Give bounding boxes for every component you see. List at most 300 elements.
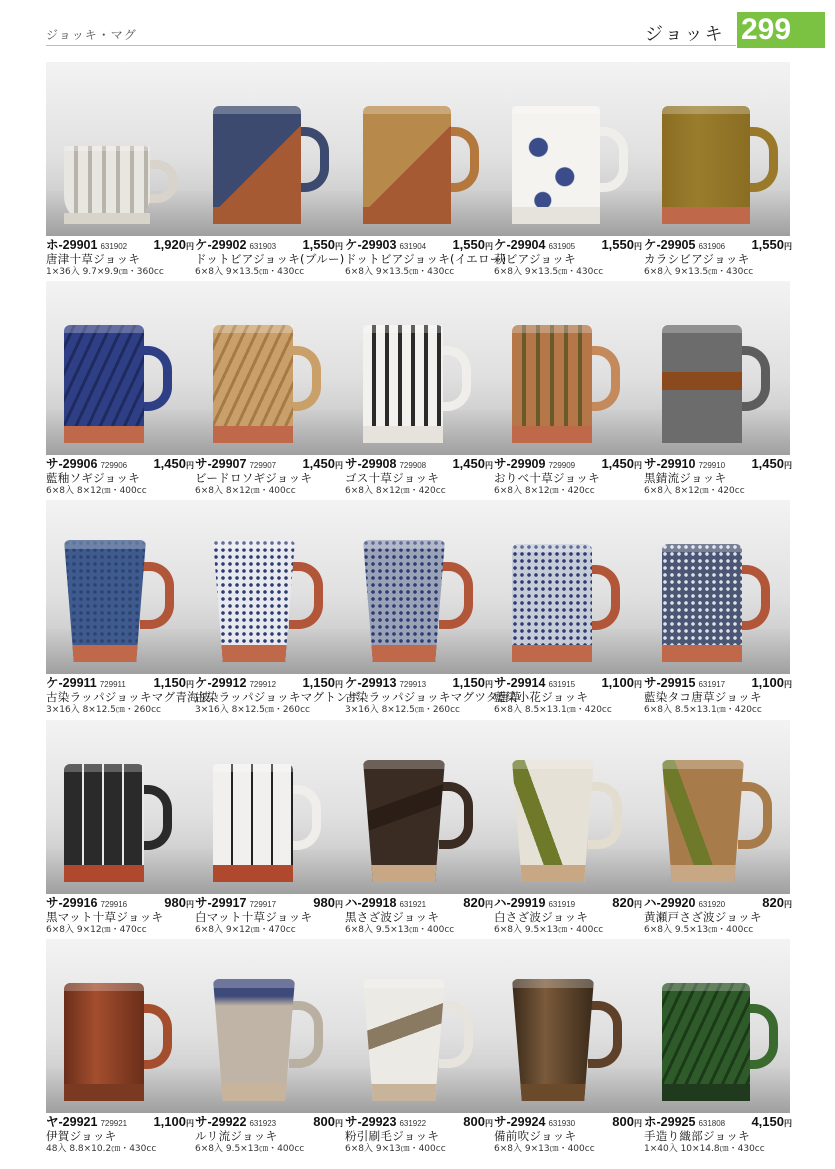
product-name: 唐津十草ジョッキ	[46, 252, 141, 266]
mug-illustration	[64, 540, 186, 662]
price-value: 1,550	[601, 237, 634, 252]
mug-handle	[289, 1001, 323, 1068]
product-spec: 6×8入 8×12㎝・400cc	[195, 486, 296, 496]
mug-illustration	[64, 146, 190, 224]
product-caption	[494, 237, 642, 278]
product-jan-code: 631920	[698, 900, 726, 909]
product-jan-code: 729917	[249, 900, 277, 909]
price-value: 1,450	[153, 456, 186, 471]
product-caption	[644, 237, 792, 278]
product-code-line	[46, 456, 194, 472]
price-value: 1,150	[452, 675, 485, 690]
page-number: 299	[741, 13, 792, 46]
price-yen-suffix: 円	[634, 461, 642, 470]
mug-illustration	[512, 979, 634, 1101]
mug-body	[662, 325, 742, 443]
product-jan-code: 631906	[698, 242, 726, 251]
product-code-line	[644, 237, 792, 253]
mug-body	[662, 983, 750, 1101]
product-code: ケ-29911	[46, 676, 97, 690]
product-code: サ-29922	[195, 1115, 247, 1129]
product-code-line	[345, 895, 493, 911]
mug-rim	[213, 106, 301, 114]
product-spec: 1×36入 9.7×9.9㎝・360cc	[46, 267, 164, 277]
product-name: 黒マット十草ジョッキ	[46, 910, 164, 924]
product-name: 古染ラッパジョッキマグツタ唐草	[345, 690, 522, 704]
mug-rim	[213, 540, 295, 549]
mug-illustration	[363, 106, 491, 224]
product-jan-code: 631922	[399, 1119, 427, 1128]
product-price	[751, 456, 792, 474]
price-value: 1,100	[153, 1114, 186, 1129]
product-name: 古染ラッパジョッキマグ青海波	[46, 690, 211, 704]
product-code-line	[644, 675, 792, 691]
mug-rim	[662, 106, 750, 114]
product-code: サ-29908	[345, 457, 397, 471]
product-spec: 6×8入 9.5×13㎝・400cc	[345, 925, 455, 935]
mug-foot	[662, 865, 744, 882]
product-price	[452, 456, 493, 474]
product-caption	[195, 456, 343, 497]
product-jan-code: 631905	[548, 242, 576, 251]
product-spec: 6×8入 9×13.5㎝・430cc	[345, 267, 455, 277]
price-value: 980	[164, 895, 186, 910]
product-name: 黄瀬戸さざ波ジョッキ	[644, 910, 762, 924]
product-price	[313, 1114, 343, 1132]
product-jan-code: 729908	[399, 461, 427, 470]
mug-handle	[588, 1001, 622, 1068]
product-code: ケ-29902	[195, 238, 247, 252]
product-caption	[644, 1114, 792, 1155]
product-jan-code: 729911	[99, 680, 126, 689]
mug-handle	[439, 782, 473, 849]
mug-handle	[738, 782, 772, 849]
product-spec: 6×8入 9×12㎝・470cc	[195, 925, 296, 935]
mug-rim	[512, 760, 594, 769]
mug-body	[64, 540, 146, 662]
product-jan-code: 631923	[249, 1119, 277, 1128]
product-jan-code: 631902	[100, 242, 128, 251]
product-jan-code: 631904	[399, 242, 427, 251]
mug-body	[662, 106, 750, 224]
mug-rim	[64, 983, 144, 991]
price-value: 1,450	[452, 456, 485, 471]
product-code: サ-29924	[494, 1115, 546, 1129]
mug-foot	[512, 207, 600, 224]
product-code-line	[345, 237, 493, 253]
mug-illustration	[213, 325, 333, 443]
product-price	[762, 895, 792, 913]
mug-handle	[289, 562, 323, 629]
product-spec: 6×8入 9.5×13㎝・400cc	[644, 925, 754, 935]
product-caption	[195, 895, 343, 936]
price-value: 1,450	[751, 456, 784, 471]
product-name: ルリ流ジョッキ	[195, 1129, 278, 1143]
mug-body	[512, 979, 594, 1101]
product-code: ハ-29920	[644, 896, 696, 910]
product-jan-code: 631915	[548, 680, 576, 689]
product-price	[612, 895, 642, 913]
product-photo-row	[46, 62, 790, 236]
mug-illustration	[213, 106, 341, 224]
page-header	[0, 0, 835, 52]
product-name: ゴス十草ジョッキ	[345, 471, 440, 485]
mug-foot	[213, 1084, 295, 1101]
mug-rim	[512, 544, 592, 552]
product-caption	[46, 237, 194, 278]
product-price	[601, 237, 642, 255]
mug-body	[64, 983, 144, 1101]
product-photo-row	[46, 720, 790, 894]
product-caption	[494, 675, 642, 716]
mug-rim	[64, 146, 150, 151]
mug-illustration	[512, 325, 632, 443]
product-price	[463, 895, 493, 913]
product-name: 萩ビアジョッキ	[494, 252, 576, 266]
price-yen-suffix: 円	[335, 900, 343, 909]
mug-rim	[213, 764, 293, 772]
page-title: ジョッキ	[645, 24, 725, 45]
product-code: ホ-29901	[46, 238, 98, 252]
product-price	[612, 1114, 642, 1132]
mug-body	[213, 764, 293, 882]
product-name: 白さざ波ジョッキ	[494, 910, 589, 924]
product-jan-code: 729921	[100, 1119, 128, 1128]
price-value: 820	[463, 895, 485, 910]
product-photo-row	[46, 281, 790, 455]
product-name: おりべ十草ジョッキ	[494, 471, 600, 485]
price-yen-suffix: 円	[485, 242, 493, 251]
product-code: ケ-29912	[195, 676, 247, 690]
product-code-line	[494, 456, 642, 472]
mug-rim	[64, 325, 144, 333]
mug-body	[512, 325, 592, 443]
product-name: 黒錆流ジョッキ	[644, 471, 727, 485]
mug-body	[662, 544, 742, 662]
mug-foot	[363, 1084, 445, 1101]
price-yen-suffix: 円	[335, 680, 343, 689]
product-name: カラシビアジョッキ	[644, 252, 750, 266]
product-spec: 6×8入 9×12㎝・470cc	[46, 925, 147, 935]
product-code-line	[46, 1114, 194, 1130]
mug-body	[213, 540, 295, 662]
product-caption	[46, 675, 211, 716]
mug-foot	[363, 865, 445, 882]
product-name: 藍染タコ唐草ジョッキ	[644, 690, 762, 704]
mug-foot	[213, 645, 295, 662]
product-spec: 1×40入 10×14.8㎝・430cc	[644, 1144, 765, 1154]
mug-body	[213, 106, 301, 224]
product-caption	[195, 1114, 343, 1155]
mug-illustration	[64, 764, 184, 882]
product-spec: 6×8入 9×13.5㎝・430cc	[494, 267, 604, 277]
product-jan-code: 729907	[249, 461, 277, 470]
header-divider	[46, 45, 736, 46]
mug-foot	[213, 426, 293, 443]
mug-illustration	[662, 760, 784, 882]
price-value: 800	[612, 1114, 634, 1129]
price-value: 1,920	[153, 237, 186, 252]
price-value: 980	[313, 895, 335, 910]
product-caption	[644, 456, 792, 497]
product-caption	[345, 237, 507, 278]
mug-handle	[588, 782, 622, 849]
product-code-line	[494, 1114, 642, 1130]
mug-body	[512, 544, 592, 662]
price-yen-suffix: 円	[784, 900, 792, 909]
mug-body	[363, 540, 445, 662]
mug-body	[363, 979, 445, 1101]
product-jan-code: 631930	[548, 1119, 576, 1128]
product-spec: 6×8入 8×12㎝・420cc	[644, 486, 745, 496]
price-value: 1,150	[302, 675, 335, 690]
product-code: サ-29909	[494, 457, 546, 471]
product-spec: 6×8入 8.5×13.1㎝・420cc	[494, 705, 612, 715]
price-value: 1,550	[751, 237, 784, 252]
mug-foot	[512, 1084, 594, 1101]
price-yen-suffix: 円	[335, 242, 343, 251]
product-code-line	[644, 1114, 792, 1130]
product-spec: 6×8入 8×12㎝・420cc	[345, 486, 446, 496]
product-caption	[195, 675, 360, 716]
product-spec: 6×8入 9×13.5㎝・430cc	[195, 267, 305, 277]
mug-body	[213, 325, 293, 443]
mug-illustration	[363, 325, 483, 443]
product-price	[601, 675, 642, 693]
mug-foot	[512, 865, 594, 882]
product-jan-code: 729906	[100, 461, 128, 470]
mug-body	[662, 760, 744, 882]
product-name: 伊賀ジョッキ	[46, 1129, 117, 1143]
mug-body	[512, 760, 594, 882]
price-yen-suffix: 円	[485, 900, 493, 909]
page-number-badge	[737, 12, 825, 48]
mug-handle	[439, 1001, 473, 1068]
product-code-line	[644, 456, 792, 472]
mug-rim	[662, 544, 742, 552]
product-code: ケ-29913	[345, 676, 397, 690]
mug-foot	[662, 645, 742, 662]
mug-foot	[64, 426, 144, 443]
product-name: ビードロソギジョッキ	[195, 471, 313, 485]
mug-handle	[140, 562, 174, 629]
price-value: 1,100	[601, 675, 634, 690]
product-caption	[46, 895, 194, 936]
product-caption	[46, 456, 194, 497]
mug-body	[64, 764, 144, 882]
mug-rim	[512, 106, 600, 114]
product-name: ドットビアジョッキ(イエロー)	[345, 252, 507, 266]
mug-rim	[662, 760, 744, 769]
product-code-line	[46, 675, 194, 691]
product-spec: 6×8入 8×12㎝・420cc	[494, 486, 595, 496]
product-code-line	[46, 895, 194, 911]
price-value: 820	[762, 895, 784, 910]
price-value: 1,150	[153, 675, 186, 690]
price-value: 1,550	[452, 237, 485, 252]
mug-rim	[213, 979, 295, 988]
product-spec: 6×8入 8.5×13.1㎝・420cc	[644, 705, 762, 715]
mug-illustration	[64, 325, 184, 443]
mug-foot	[662, 207, 750, 224]
mug-foot	[64, 213, 150, 224]
product-code-line	[494, 237, 642, 253]
product-code: ホ-29925	[644, 1115, 696, 1129]
price-value: 820	[612, 895, 634, 910]
product-code: ケ-29904	[494, 238, 546, 252]
mug-illustration	[213, 979, 335, 1101]
product-name: 藍染小花ジョッキ	[494, 690, 589, 704]
price-yen-suffix: 円	[784, 680, 792, 689]
product-code: サ-29914	[494, 676, 546, 690]
mug-rim	[512, 325, 592, 333]
mug-foot	[213, 865, 293, 882]
product-code: ケ-29905	[644, 238, 696, 252]
product-spec: 3×16入 8×12.5㎝・260cc	[46, 705, 161, 715]
mug-illustration	[363, 540, 485, 662]
product-spec: 48入 8.8×10.2㎝・430cc	[46, 1144, 157, 1154]
mug-body	[213, 979, 295, 1101]
mug-body	[363, 325, 443, 443]
mug-rim	[662, 325, 742, 333]
mug-foot	[363, 426, 443, 443]
price-yen-suffix: 円	[634, 1119, 642, 1128]
product-caption	[494, 895, 642, 936]
price-yen-suffix: 円	[186, 900, 194, 909]
product-name: ドットビアジョッキ(ブルー)	[195, 252, 345, 266]
product-spec: 6×8入 9×13.5㎝・430cc	[644, 267, 754, 277]
product-code: サ-29910	[644, 457, 696, 471]
product-name: 藍釉ソギジョッキ	[46, 471, 141, 485]
product-code-line	[195, 237, 343, 253]
product-code-line	[494, 675, 642, 691]
mug-illustration	[213, 764, 333, 882]
product-name: 備前吹ジョッキ	[494, 1129, 577, 1143]
product-price	[153, 1114, 194, 1132]
product-photo-row	[46, 500, 790, 674]
price-yen-suffix: 円	[186, 461, 194, 470]
product-code-line	[345, 456, 493, 472]
product-code: ヤ-29921	[46, 1115, 98, 1129]
product-caption	[345, 895, 493, 936]
product-caption	[345, 1114, 493, 1155]
product-spec: 6×8入 9×13㎝・400cc	[494, 1144, 595, 1154]
product-spec: 6×8入 9×13㎝・400cc	[345, 1144, 446, 1154]
product-code: サ-29906	[46, 457, 98, 471]
mug-illustration	[512, 106, 640, 224]
mug-illustration	[512, 760, 634, 882]
product-code-line	[195, 895, 343, 911]
product-code: サ-29917	[195, 896, 247, 910]
product-code-line	[195, 456, 343, 472]
product-name: 黒さざ波ジョッキ	[345, 910, 440, 924]
mug-illustration	[662, 325, 782, 443]
mug-body	[363, 760, 445, 882]
product-code: ケ-29903	[345, 238, 397, 252]
price-value: 4,150	[751, 1114, 784, 1129]
price-yen-suffix: 円	[634, 680, 642, 689]
product-price	[601, 456, 642, 474]
price-yen-suffix: 円	[186, 242, 194, 251]
price-value: 1,450	[601, 456, 634, 471]
product-spec: 6×8入 8×12㎝・400cc	[46, 486, 147, 496]
mug-foot	[662, 1084, 750, 1101]
mug-rim	[363, 979, 445, 988]
product-jan-code: 729913	[399, 680, 427, 689]
price-yen-suffix: 円	[634, 242, 642, 251]
product-code: ハ-29919	[494, 896, 546, 910]
product-jan-code: 631921	[399, 900, 427, 909]
product-code-line	[644, 895, 792, 911]
mug-rim	[363, 106, 451, 114]
product-price	[313, 895, 343, 913]
product-jan-code: 631919	[548, 900, 576, 909]
price-value: 1,450	[302, 456, 335, 471]
product-spec: 3×16入 8×12.5㎝・260cc	[345, 705, 460, 715]
mug-foot	[64, 865, 144, 882]
mug-illustration	[363, 979, 485, 1101]
mug-rim	[363, 325, 443, 333]
product-caption	[644, 895, 792, 936]
price-yen-suffix: 円	[634, 900, 642, 909]
product-jan-code: 729910	[698, 461, 726, 470]
product-spec: 6×8入 9.5×13㎝・400cc	[195, 1144, 305, 1154]
product-code-line	[195, 1114, 343, 1130]
product-jan-code: 631917	[698, 680, 726, 689]
price-yen-suffix: 円	[335, 1119, 343, 1128]
mug-rim	[662, 983, 750, 991]
price-yen-suffix: 円	[186, 1119, 194, 1128]
mug-illustration	[662, 983, 790, 1101]
mug-rim	[512, 979, 594, 988]
product-price	[153, 237, 194, 255]
mug-illustration	[662, 106, 790, 224]
product-code: サ-29923	[345, 1115, 397, 1129]
product-code-line	[46, 237, 194, 253]
product-caption	[46, 1114, 194, 1155]
product-caption	[494, 456, 642, 497]
product-code: サ-29907	[195, 457, 247, 471]
mug-rim	[363, 540, 445, 549]
mug-illustration	[213, 540, 335, 662]
mug-foot	[662, 426, 742, 443]
mug-body	[512, 106, 600, 224]
price-yen-suffix: 円	[485, 680, 493, 689]
product-name: 古染ラッパジョッキマグトンボ	[195, 690, 360, 704]
price-yen-suffix: 円	[784, 461, 792, 470]
category-label: ジョッキ・マグ	[46, 28, 137, 42]
product-code: ハ-29918	[345, 896, 397, 910]
product-caption	[644, 675, 792, 716]
price-yen-suffix: 円	[784, 242, 792, 251]
mug-rim	[64, 764, 144, 772]
product-photo-row	[46, 939, 790, 1113]
product-name: 粉引刷毛ジョッキ	[345, 1129, 440, 1143]
mug-foot	[363, 207, 451, 224]
product-code-line	[494, 895, 642, 911]
mug-rim	[64, 540, 146, 549]
product-jan-code: 631903	[249, 242, 277, 251]
price-value: 800	[463, 1114, 485, 1129]
product-caption	[195, 237, 343, 278]
mug-body	[64, 146, 150, 224]
price-yen-suffix: 円	[335, 461, 343, 470]
mug-body	[363, 106, 451, 224]
product-jan-code: 631808	[698, 1119, 726, 1128]
mug-handle	[439, 562, 473, 629]
product-caption	[345, 456, 493, 497]
price-yen-suffix: 円	[485, 1119, 493, 1128]
